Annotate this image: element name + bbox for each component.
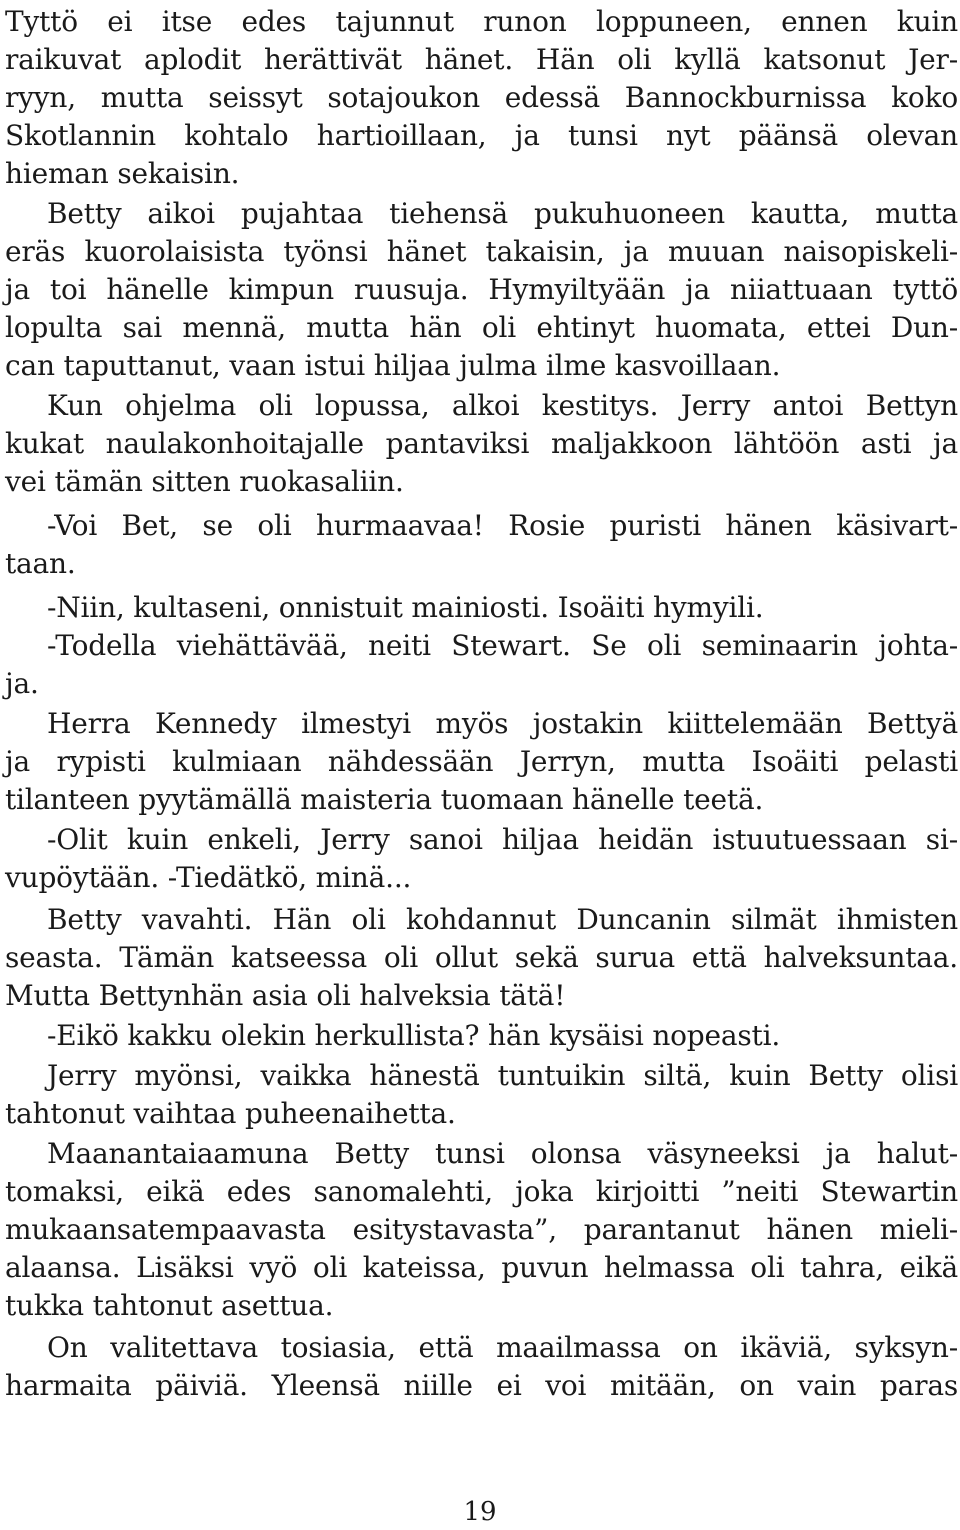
text-line: On valitettava tosiasia, että maailmassa on ikäviä, syksyn- bbox=[47, 1331, 958, 1364]
text-line: raikuvat aplodit herättivät hänet. Hän oli kyllä katsonut Jer- bbox=[5, 43, 958, 76]
text-line: Betty aikoi pujahtaa tiehensä pukuhuoneen kautta, mutta bbox=[47, 197, 958, 230]
text-line: tomaksi, eikä edes sanomalehti, joka kirjoitti ”neiti Stewartin bbox=[5, 1175, 958, 1208]
text-line: lopulta sai mennä, mutta hän oli ehtinyt huomata, ettei Dun- bbox=[5, 311, 958, 344]
text-line: Maanantaiaamuna Betty tunsi olonsa väsyneeksi ja halut- bbox=[47, 1137, 958, 1170]
text-line: alaansa. Lisäksi vyö oli kateissa, puvun helmassa oli tahra, eikä bbox=[5, 1251, 958, 1284]
text-line: Betty vavahti. Hän oli kohdannut Duncanin silmät ihmisten bbox=[47, 903, 958, 936]
text-line: Herra Kennedy ilmestyi myös jostakin kiittelemään Bettyä bbox=[47, 707, 958, 740]
text-line: Jerry myönsi, vaikka hänestä tuntuikin siltä, kuin Betty olisi bbox=[47, 1059, 958, 1092]
text-line: tilanteen pyytämällä maisteria tuomaan hänelle teetä. bbox=[5, 783, 764, 816]
text-line: -Eikö kakku olekin herkullista? hän kysäisi nopeasti. bbox=[47, 1019, 781, 1052]
text-line: harmaita päiviä. Yleensä niille ei voi mitään, on vain paras bbox=[5, 1369, 958, 1402]
text-line: tukka tahtonut asettua. bbox=[5, 1289, 334, 1322]
text-line: ja toi hänelle kimpun ruusuja. Hymyiltyään ja niiattuaan tyttö bbox=[5, 273, 958, 306]
text-line: vei tämän sitten ruokasaliin. bbox=[5, 465, 404, 498]
text-line: hieman sekaisin. bbox=[5, 157, 240, 190]
text-line: -Niin, kultaseni, onnistuit mainiosti. Isoäiti hymyili. bbox=[47, 591, 764, 624]
text-line: Skotlannin kohtalo hartioillaan, ja tunsi nyt päänsä olevan bbox=[5, 119, 958, 152]
text-line: tahtonut vaihtaa puheenaihetta. bbox=[5, 1097, 456, 1130]
text-line: -Todella viehättävää, neiti Stewart. Se oli seminaarin johta- bbox=[47, 629, 958, 662]
text-line: vupöytään. -Tiedätkö, minä... bbox=[5, 861, 412, 894]
text-line: mukaansatempaavasta esitystavasta”, parantanut hänen mieli- bbox=[5, 1213, 958, 1246]
text-line: ja rypisti kulmiaan nähdessään Jerryn, mutta Isoäiti pelasti bbox=[5, 745, 958, 778]
text-line: ryyn, mutta seissyt sotajoukon edessä Bannockburnissa koko bbox=[5, 81, 958, 114]
text-line: Kun ohjelma oli lopussa, alkoi kestitys. Jerry antoi Bettyn bbox=[47, 389, 958, 422]
text-line: Tyttö ei itse edes tajunnut runon loppuneen, ennen kuin bbox=[5, 5, 958, 38]
text-line: can taputtanut, vaan istui hiljaa julma ilme kasvoillaan. bbox=[5, 349, 781, 382]
text-line: eräs kuorolaisista työnsi hänet takaisin, ja muuan naisopiskeli- bbox=[5, 235, 958, 268]
text-line: kukat naulakonhoitajalle pantaviksi maljakkoon lähtöön asti ja bbox=[5, 427, 958, 460]
text-line: taan. bbox=[5, 547, 76, 580]
text-line: -Olit kuin enkeli, Jerry sanoi hiljaa heidän istuutuessaan si- bbox=[47, 823, 958, 856]
page-number: 19 bbox=[463, 1497, 497, 1527]
text-line: ja. bbox=[5, 667, 39, 700]
text-line: Mutta Bettynhän asia oli halveksia tätä! bbox=[5, 979, 566, 1012]
text-line: -Voi Bet, se oli hurmaavaa! Rosie puristi hänen käsivart- bbox=[47, 509, 958, 542]
text-line: seasta. Tämän katseessa oli ollut sekä surua että halveksuntaa. bbox=[5, 941, 958, 974]
